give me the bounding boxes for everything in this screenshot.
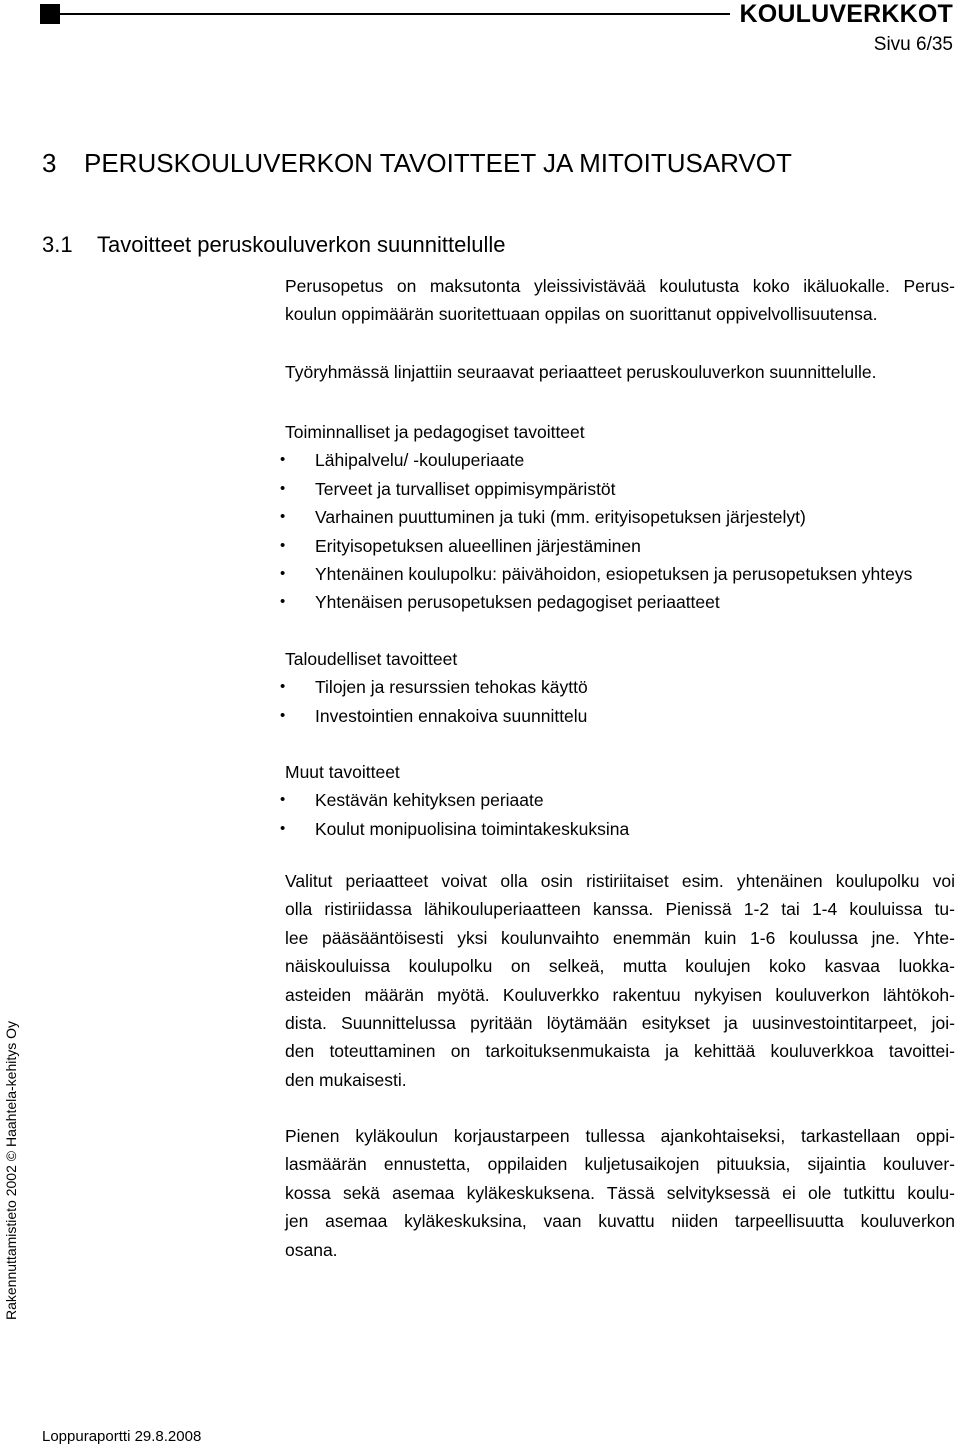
bullet-icon: • bbox=[280, 479, 286, 497]
page-number: Sivu 6/35 bbox=[873, 34, 953, 55]
list-item: • Terveet ja turvalliset oppimisympäristöt bbox=[285, 475, 955, 503]
subsection-number: 3.1 bbox=[42, 232, 73, 257]
economic-goals bbox=[280, 645, 955, 730]
list-item: • Lähipalvelu/ -kouluperiaate bbox=[285, 446, 955, 474]
working-group-text: Työryhmässä linjattiin seuraavat periaatteet peruskouluverkon suunnittelulle. bbox=[285, 362, 877, 382]
section-number: 3 bbox=[42, 148, 57, 178]
section-heading bbox=[42, 148, 792, 179]
bullet-icon: • bbox=[280, 678, 286, 696]
other-goals-heading: Muut tavoitteet bbox=[285, 762, 400, 782]
economic-goals-heading: Taloudelliset tavoitteet bbox=[285, 649, 458, 669]
header-rule bbox=[60, 13, 730, 15]
paragraph-line: olla ristiriidassa lähikouluperiaatteen kanssa. Pienissä 1-2 tai 1-4 kouluissa tu- bbox=[285, 899, 955, 920]
paragraph-line: lasmäärän ennustetta, oppilaiden kuljetusaikojen pituuksia, sijaintia kouluver- bbox=[285, 1154, 955, 1175]
bullet-icon: • bbox=[280, 564, 286, 582]
other-goals-list bbox=[280, 786, 955, 843]
paragraph-line: osana. bbox=[285, 1239, 338, 1260]
functional-goals-list bbox=[280, 446, 955, 616]
intro-paragraph bbox=[285, 276, 955, 333]
bullet-icon: • bbox=[280, 819, 286, 837]
paragraph-line: asteiden määrän myötä. Kouluverkko rakentuu nykyisen kouluverkon lähtökoh- bbox=[285, 984, 955, 1005]
paragraph-line: Valitut periaatteet voivat olla osin ristiriitaiset esim. yhtenäinen koulupolku voi bbox=[285, 871, 955, 891]
paragraph-line: dista. Suunnittelussa pyritään löytämään esitykset ja uusinvestointitarpeet, joi- bbox=[285, 1012, 955, 1033]
list-item: • Erityisopetuksen alueellinen järjestäminen bbox=[285, 532, 955, 560]
header-logo-square bbox=[40, 4, 60, 24]
intro-line: Perusopetus on maksutonta yleissivistävää koulutusta koko ikäluokalle. Perus- bbox=[285, 276, 955, 296]
paragraph-line: kossa sekä asemaa kyläkeskuksena. Tässä selvityksessä ei ole tutkittu koulu- bbox=[285, 1182, 955, 1203]
village-school-paragraph bbox=[285, 1126, 955, 1268]
subsection-heading bbox=[42, 232, 505, 258]
bullet-icon: • bbox=[280, 536, 286, 554]
bullet-icon: • bbox=[280, 593, 286, 611]
paragraph-line: näiskouluissa koulupolku on selkeä, mutta koulujen koko kasvaa luokka- bbox=[285, 956, 955, 977]
list-item: • Tilojen ja resurssien tehokas käyttö bbox=[285, 673, 955, 701]
list-item: • Yhtenäisen perusopetuksen pedagogiset periaatteet bbox=[285, 588, 955, 616]
economic-goals-list bbox=[280, 673, 955, 730]
list-item: • Kestävän kehityksen periaate bbox=[285, 786, 955, 814]
working-group-paragraph bbox=[285, 362, 955, 390]
paragraph-line: den toteuttaminen on tarkoituksenmukaista ja kehittää kouluverkkoa tavoittei- bbox=[285, 1041, 955, 1062]
bullet-icon: • bbox=[280, 508, 286, 526]
bullet-icon: • bbox=[280, 706, 286, 724]
list-item: • Investointien ennakoiva suunnittelu bbox=[285, 702, 955, 730]
list-item: • Yhtenäinen koulupolku: päivähoidon, esiopetuksen ja perusopetuksen yhteys bbox=[285, 560, 955, 588]
other-goals bbox=[280, 758, 955, 843]
bullet-icon: • bbox=[280, 791, 286, 809]
list-item: • Varhainen puuttuminen ja tuki (mm. erityisopetuksen järjestelyt) bbox=[285, 503, 955, 531]
functional-goals-heading: Toiminnalliset ja pedagogiset tavoitteet bbox=[285, 422, 585, 442]
section-title: PERUSKOULUVERKON TAVOITTEET JA MITOITUSARVOT bbox=[84, 148, 792, 178]
principles-paragraph bbox=[285, 871, 955, 1098]
subsection-title: Tavoitteet peruskouluverkon suunnittelulle bbox=[97, 232, 506, 257]
footer-report-date: Loppuraportti 29.8.2008 bbox=[42, 1428, 202, 1445]
paragraph-line: Pienen kyläkoulun korjaustarpeen tullessa ajankohtaiseksi, tarkastellaan oppi- bbox=[285, 1126, 955, 1146]
document-title: KOULUVERKKOT bbox=[739, 0, 953, 28]
paragraph-line: jen asemaa kyläkeskuksina, vaan kuvattu niiden tarpeellisuutta kouluverkon bbox=[285, 1211, 955, 1232]
intro-line: koulun oppimäärän suoritettuaan oppilas on suorittanut oppivelvollisuutensa. bbox=[285, 304, 878, 325]
paragraph-line: lee pääsääntöisesti yksi koulunvaihto enemmän kuin 1-6 koulussa jne. Yhte- bbox=[285, 927, 955, 948]
functional-goals bbox=[280, 418, 955, 617]
bullet-icon: • bbox=[280, 451, 286, 469]
paragraph-line: den mukaisesti. bbox=[285, 1069, 407, 1090]
sidebar-copyright: Rakennuttamistieto 2002 © Haahtela-kehitys Oy bbox=[3, 1020, 19, 1320]
list-item: • Koulut monipuolisina toimintakeskuksina bbox=[285, 815, 955, 843]
